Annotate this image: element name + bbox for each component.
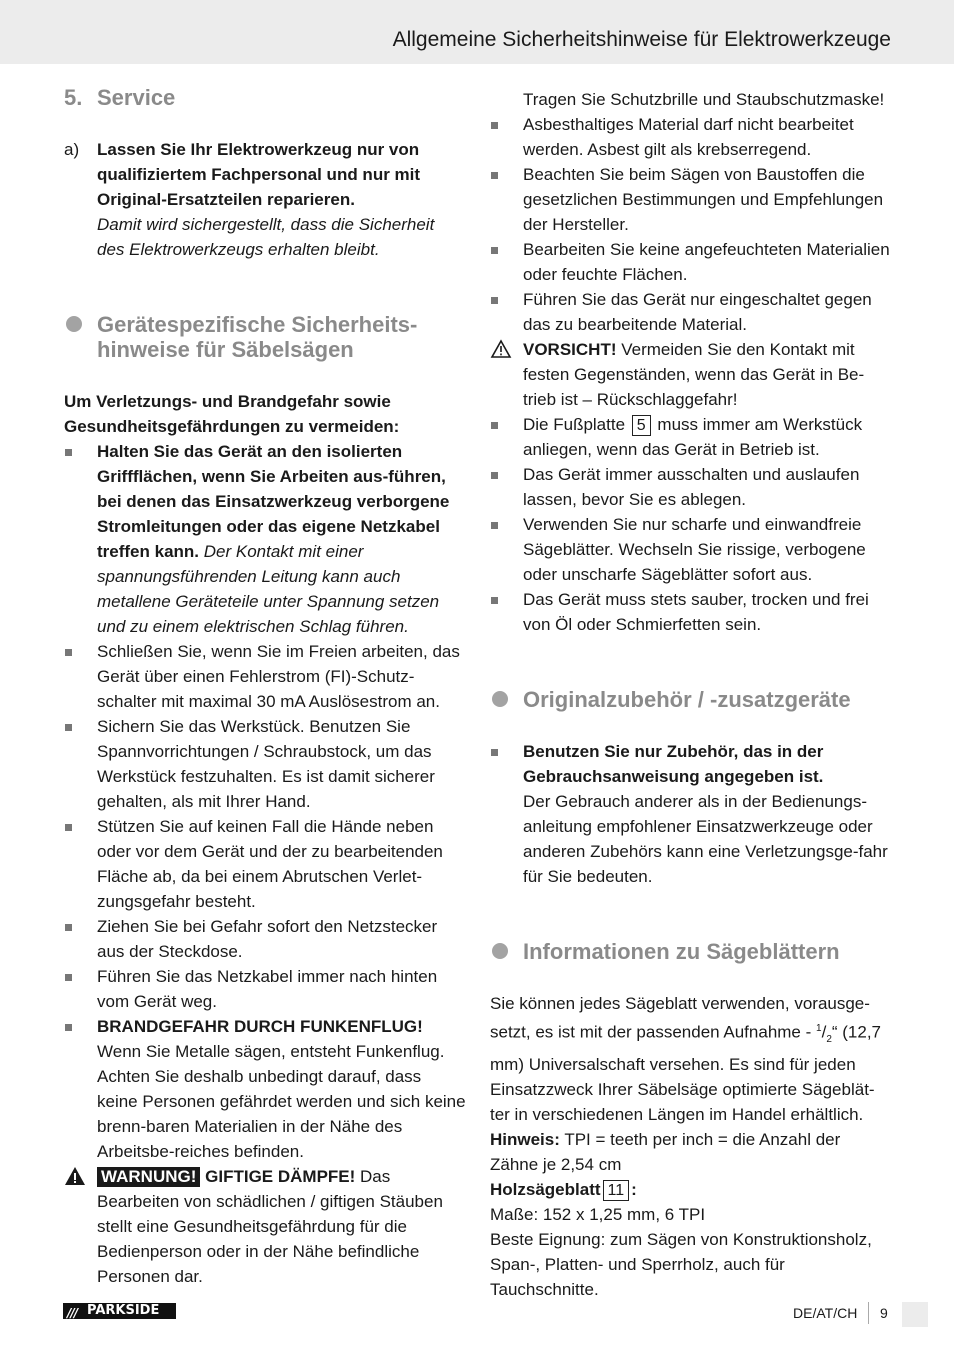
note-bold: Hinweis: bbox=[490, 1130, 560, 1150]
item4-text: Stützen Sie auf keinen Fall die Hände neben oder vor dem Gerät und der zu bearbeitenden Fläche ab, da bei einem Abrutschen Verlet-zungsgefahr besteht. bbox=[97, 817, 443, 911]
note-text: TPI = teeth per inch = die Anzahl der Zähne je 2,54 cm bbox=[490, 1130, 841, 1175]
service-heading bbox=[64, 85, 466, 110]
bullet-dot-icon bbox=[66, 316, 82, 332]
square-bullet-icon bbox=[491, 472, 498, 479]
warning-bold: GIFTIGE DÄMPFE! bbox=[205, 1167, 356, 1186]
caution-item bbox=[490, 337, 892, 412]
square-bullet-icon bbox=[491, 122, 498, 129]
square-bullet-icon bbox=[491, 247, 498, 254]
blades-heading bbox=[490, 939, 892, 964]
left-column bbox=[64, 85, 466, 1289]
list-item bbox=[490, 112, 892, 162]
caution-text: Vermeiden Sie den Kontakt mit festen Gegenständen, wenn das Gerät in Be-trieb ist – Rückschlaggefahr! bbox=[523, 340, 865, 409]
right-column bbox=[490, 87, 892, 1302]
continued-text: Tragen Sie Schutzbrille und Staubschutzmaske! bbox=[523, 90, 885, 109]
list-item bbox=[64, 964, 466, 1014]
warning-text: Das Bearbeiten von schädlichen / giftigen Stäuben stellt eine Gesundheitsgefährdung für die Bedienperson oder in der Nähe befindliche Personen dar. bbox=[97, 1167, 443, 1286]
service-item-a bbox=[64, 137, 466, 262]
item1-bold: Halten Sie das Gerät an den isolierten Griffflächen, wenn Sie Arbeiten aus-führen, bei denen das Einsatzwerkzeug verborgene Stromleitungen oder das eigene Netzkabel treffen kann. bbox=[97, 442, 450, 561]
list-item bbox=[490, 739, 892, 889]
logo-text: PARKSIDE bbox=[87, 1303, 160, 1318]
wood-blade-bold: Holzsägeblatt bbox=[490, 1180, 601, 1200]
wood-blade-box: 11 bbox=[603, 1180, 630, 1201]
r-item4-text: Führen Sie das Gerät nur eingeschaltet gegen das zu bearbeitende Material. bbox=[523, 290, 872, 334]
item7-bold: BRANDGEFAHR DURCH FUNKENFLUG! bbox=[97, 1017, 423, 1036]
footer-language: DE/AT/CH bbox=[793, 1305, 858, 1321]
r-item3-text: Bearbeiten Sie keine angefeuchteten Materialien oder feuchte Flächen. bbox=[523, 240, 890, 284]
fraction-denominator: 2 bbox=[826, 1034, 832, 1046]
list-item bbox=[64, 1014, 466, 1164]
service-title: Service bbox=[97, 85, 176, 110]
list-item bbox=[490, 462, 892, 512]
wood-blade-heading bbox=[490, 1177, 892, 1202]
service-a-italic: Damit wird sichergestellt, dass die Sicherheit des Elektrowerkzeugs erhalten bleibt. bbox=[97, 215, 435, 259]
blades-p1-a: Sie können jedes Sägeblatt verwenden, vorausge-setzt, es ist mit der passenden Aufnahme - bbox=[490, 994, 870, 1042]
warning-label: WARNUNG! bbox=[97, 1167, 200, 1187]
list-item bbox=[490, 512, 892, 587]
specific-title-line1: Gerätespezifische Sicherheits- bbox=[97, 312, 418, 337]
specific-intro: Um Verletzungs- und Brandgefahr sowie Gesundheitsgefährdungen zu vermeiden: bbox=[64, 392, 400, 436]
fraction-slash: / bbox=[821, 1022, 827, 1042]
blades-p1-b: “ (12,7 mm) Universalschaft versehen. Es sind für jeden Einsatzzweck Ihrer Säbelsäge optimierte Sägeblät-ter in verschiedenen Längen im Handel erhältlich. bbox=[490, 1022, 882, 1125]
footer-tab bbox=[902, 1302, 928, 1327]
square-bullet-icon bbox=[491, 297, 498, 304]
list-item bbox=[490, 287, 892, 337]
accessories-title: Originalzubehör / -zusatzgeräte bbox=[523, 687, 851, 712]
square-bullet-icon bbox=[65, 924, 72, 931]
item7-text: Wenn Sie Metalle sägen, entsteht Funkenflug. Achten Sie deshalb unbedingt darauf, dass keine Personen gefährdet werden und sich keine brenn-baren Materialien in der Nähe des Arbeitsbe-reiches befinden. bbox=[97, 1042, 466, 1161]
part-number-box: 5 bbox=[632, 415, 651, 436]
square-bullet-icon bbox=[65, 649, 72, 656]
r-item7-text: Verwenden Sie nur scharfe und einwandfreie Sägeblätter. Wechseln Sie rissige, verbogene oder unscharfe Sägeblätter sofort aus. bbox=[523, 515, 866, 584]
service-a-bold: Lassen Sie Ihr Elektrowerkzeug nur von qualifiziertem Fachpersonal und nur mit Original-Ersatzteilen reparieren. bbox=[97, 140, 421, 209]
footer-divider bbox=[868, 1302, 869, 1324]
note-paragraph bbox=[490, 1127, 892, 1177]
service-number: 5. bbox=[64, 85, 83, 110]
r-item5-text-b: muss immer am Werkstück anliegen, wenn das Gerät in Betrieb ist. bbox=[523, 415, 863, 459]
list-item bbox=[490, 237, 892, 287]
square-bullet-icon bbox=[65, 974, 72, 981]
item3-text: Sichern Sie das Werkstück. Benutzen Sie Spannvorrichtungen / Schraubstock, um das Werkstück festzuhalten. Es ist damit sicherer gehalten, als mit Ihrer Hand. bbox=[97, 717, 435, 811]
square-bullet-icon bbox=[491, 597, 498, 604]
list-item bbox=[490, 162, 892, 237]
page-header bbox=[0, 0, 954, 64]
list-item bbox=[64, 914, 466, 964]
bullet-dot-icon bbox=[492, 943, 508, 959]
warning-item bbox=[64, 1164, 466, 1289]
page-number: 9 bbox=[880, 1305, 888, 1321]
specific-title-line2: hinweise für Säbelsägen bbox=[97, 337, 354, 362]
caution-triangle-icon bbox=[490, 339, 512, 359]
r-item6-text: Das Gerät immer ausschalten und auslaufen lassen, bevor Sie es ablegen. bbox=[523, 465, 860, 509]
wood-blade-colon: : bbox=[631, 1180, 637, 1200]
square-bullet-icon bbox=[491, 522, 498, 529]
caution-bold: VORSICHT! bbox=[523, 340, 617, 359]
list-item bbox=[490, 587, 892, 637]
accessories-heading bbox=[490, 687, 892, 712]
warning-triangle-icon bbox=[64, 1166, 86, 1186]
item-label-a: a) bbox=[64, 140, 80, 159]
accessories-text: Der Gebrauch anderer als in der Bedienungs-anleitung empfohlener Einsatzwerkzeuge oder anderen Zubehörs kann eine Verletzungsge-fahr für Sie bedeuten. bbox=[523, 792, 888, 886]
item5-text: Ziehen Sie bei Gefahr sofort den Netzstecker aus der Steckdose. bbox=[97, 917, 438, 961]
square-bullet-icon bbox=[65, 1024, 72, 1031]
wood-blade-dims: Maße: 152 x 1,25 mm, 6 TPI bbox=[490, 1205, 706, 1225]
square-bullet-icon bbox=[65, 724, 72, 731]
item1-italic: Der Kontakt mit einer spannungsführenden Leitung kann auch metallene Geräteteile unter Spannung setzen und zu einem elektrischen Schlag führen. bbox=[97, 542, 440, 636]
item2-text: Schließen Sie, wenn Sie im Freien arbeiten, das Gerät über einen Fehlerstrom (FI)-Schutz-schalter mit maximal 30 mA Auslösestrom an. bbox=[97, 642, 460, 711]
item6-text: Führen Sie das Netzkabel immer nach hinten vom Gerät weg. bbox=[97, 967, 438, 1011]
list-item bbox=[490, 412, 892, 462]
r-item8-text: Das Gerät muss stets sauber, trocken und frei von Öl oder Schmierfetten sein. bbox=[523, 590, 869, 634]
bullet-dot-icon bbox=[492, 691, 508, 707]
accessories-bold: Benutzen Sie nur Zubehör, das in der Gebrauchsanweisung angegeben ist. bbox=[523, 742, 824, 786]
square-bullet-icon bbox=[65, 449, 72, 456]
r-item1-text: Asbesthaltiges Material darf nicht bearbeitet werden. Asbest gilt als krebserregend. bbox=[523, 115, 854, 159]
square-bullet-icon bbox=[491, 422, 498, 429]
list-item bbox=[64, 639, 466, 714]
list-item bbox=[64, 814, 466, 914]
square-bullet-icon bbox=[491, 172, 498, 179]
list-item bbox=[64, 439, 466, 639]
specific-heading bbox=[64, 312, 466, 362]
square-bullet-icon bbox=[65, 824, 72, 831]
square-bullet-icon bbox=[491, 749, 498, 756]
list-item bbox=[64, 714, 466, 814]
blades-title: Informationen zu Sägeblättern bbox=[523, 939, 840, 964]
wood-blade-best: Beste Eignung: zum Sägen von Konstruktionsholz, Span-, Platten- und Sperrholz, auch für Tauchschnitte. bbox=[490, 1230, 872, 1300]
parkside-logo bbox=[63, 1303, 176, 1319]
r-item2-text: Beachten Sie beim Sägen von Baustoffen die gesetzlichen Bestimmungen und Empfehlungen der Hersteller. bbox=[523, 165, 884, 234]
r-item5-text-a: Die Fußplatte bbox=[523, 415, 626, 434]
header-title: Allgemeine Sicherheitshinweise für Elektrowerkzeuge bbox=[392, 28, 891, 51]
fraction-numerator: 1 bbox=[816, 1023, 822, 1034]
blades-paragraph bbox=[490, 991, 892, 1127]
logo-stripes: /// bbox=[67, 1306, 78, 1320]
